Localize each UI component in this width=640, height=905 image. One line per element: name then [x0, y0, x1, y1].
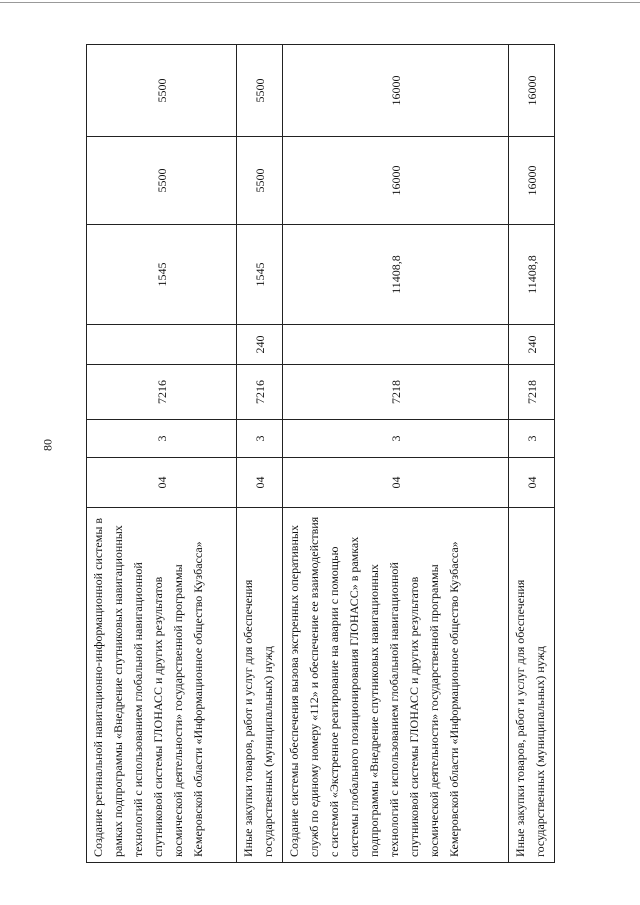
row-amount-2: 16000	[509, 136, 555, 224]
row-amount-1: 1545	[237, 224, 283, 324]
row-target-article: 7218	[509, 364, 555, 419]
row-amount-1: 11408,8	[283, 224, 509, 324]
row-description: Создание регинальной навигационно-информационной системы в рамках подпрограммы «Внедрение спутниковых навигационных технологий с использованием глобальной навигационной спутниковой системы ГЛОНАСС и других результатов космической деятельности» государственной программы Кемеровской области «Информационное общество Кузбасса»	[87, 507, 237, 862]
page-number: 80	[40, 439, 55, 451]
row-subsection: 3	[237, 419, 283, 457]
row-amount-3: 5500	[237, 44, 283, 136]
row-section: 04	[283, 457, 509, 507]
row-expense-type	[87, 324, 237, 364]
row-description: Создание системы обеспечения вызова экстренных оперативных служб по единому номеру «112» и обеспечение ее взаимодействия с системой «Экстренное реагирование на аварии с помощью системы глобального позиционирования ГЛОНАСС» в рамках подпрограммы «Внедрение спутниковых навигационных технологий с использованием глобальной навигационной спутниковой системы ГЛОНАСС и других результатов космической деятельности» государственной программы Кемеровской области «Информационное общество Кузбасса»	[283, 507, 509, 862]
row-section: 04	[237, 457, 283, 507]
row-amount-3: 16000	[283, 44, 509, 136]
table-row	[237, 44, 283, 862]
row-description: Иные закупки товаров, работ и услуг для обеспечения государственных (муниципальных) нужд	[509, 507, 555, 862]
row-description: Иные закупки товаров, работ и услуг для обеспечения государственных (муниципальных) нужд	[237, 507, 283, 862]
row-target-article: 7216	[237, 364, 283, 419]
row-target-article: 7216	[87, 364, 237, 419]
page-top-rule	[0, 2, 640, 3]
table-row	[87, 44, 237, 862]
row-expense-type	[283, 324, 509, 364]
row-section: 04	[509, 457, 555, 507]
row-subsection: 3	[87, 419, 237, 457]
row-amount-1: 11408,8	[509, 224, 555, 324]
table-row	[509, 44, 555, 862]
row-amount-3: 5500	[87, 44, 237, 136]
table-row	[283, 44, 509, 862]
row-amount-3: 16000	[509, 44, 555, 136]
row-subsection: 3	[509, 419, 555, 457]
row-amount-2: 5500	[237, 136, 283, 224]
row-amount-1: 1545	[87, 224, 237, 324]
row-amount-2: 16000	[283, 136, 509, 224]
row-section: 04	[87, 457, 237, 507]
row-subsection: 3	[283, 419, 509, 457]
budget-table	[86, 44, 555, 863]
row-target-article: 7218	[283, 364, 509, 419]
row-amount-2: 5500	[87, 136, 237, 224]
row-expense-type: 240	[237, 324, 283, 364]
row-expense-type: 240	[509, 324, 555, 364]
